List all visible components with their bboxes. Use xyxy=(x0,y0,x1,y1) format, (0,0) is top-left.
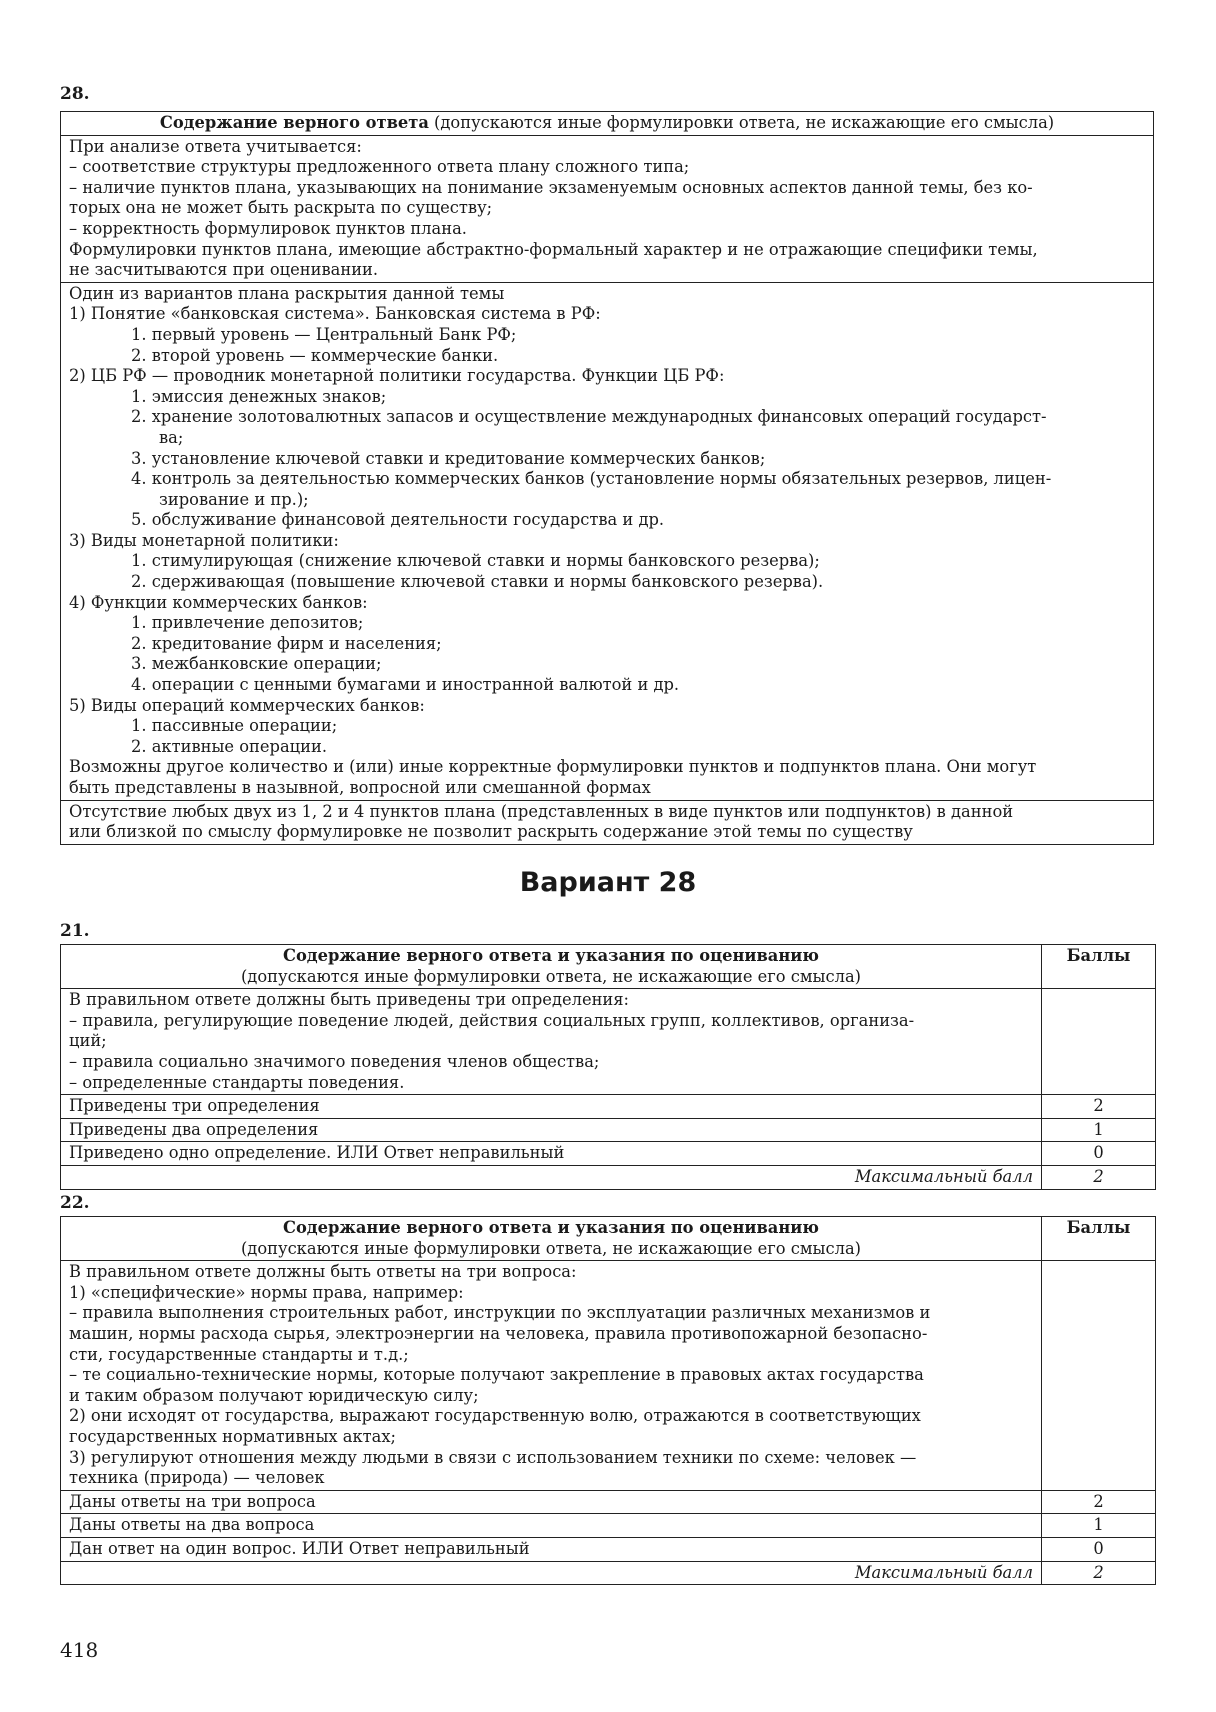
q28-plan-line: 1. эмиссия денежных знаков; xyxy=(131,386,387,406)
q21-score-header: Баллы xyxy=(1042,945,1156,989)
q28-plan-intro: Один из вариантов плана раскрытия данной темы xyxy=(69,283,505,303)
q22-row-label: Даны ответы на три вопроса xyxy=(61,1490,1042,1514)
q28-plan-line: 3. межбанковские операции; xyxy=(131,654,382,674)
q28-plan-line: 2. второй уровень — коммерческие банки. xyxy=(131,345,499,365)
q28-criteria-line: – корректность формулировок пунктов плана. xyxy=(69,218,467,238)
q21-content-line: – правила социально значимого поведения членов общества; xyxy=(69,1051,600,1071)
q28-footer-line: Отсутствие любых двух из 1, 2 и 4 пунктов плана (представленных в виде пунктов или подпунктов) в данной xyxy=(69,801,1014,821)
q22-row-label: Даны ответы на два вопроса xyxy=(61,1514,1042,1538)
q21-row-label: Приведены два определения xyxy=(61,1118,1042,1142)
question-21-number: 21. xyxy=(60,921,90,941)
q28-plan-line: 3. установление ключевой ставки и кредитование коммерческих банков; xyxy=(131,448,766,468)
q21-content-line: ций; xyxy=(69,1031,107,1051)
q21-row-score: 0 xyxy=(1042,1142,1156,1166)
q22-content-line: В правильном ответе должны быть ответы на три вопроса: xyxy=(69,1262,577,1282)
q22-content-line: сти, государственные стандарты и т.д.; xyxy=(69,1344,409,1364)
q22-content-cell xyxy=(61,1261,1042,1491)
q21-header: Содержание верного ответа и указания по оцениванию (допускаются иные формулировки ответа, не искажающие его смысла) xyxy=(61,945,1042,989)
q22-header: Содержание верного ответа и указания по оцениванию (допускаются иные формулировки ответа, не искажающие его смысла) xyxy=(61,1217,1042,1261)
q22-content-line: 1) «специфические» нормы права, например: xyxy=(69,1282,464,1302)
q22-content-line: 2) они исходят от государства, выражают государственную волю, отражаются в соответствующих xyxy=(69,1406,921,1426)
q28-plan-line: 4. операции с ценными бумагами и иностранной валютой и др. xyxy=(131,675,680,695)
q28-plan-line: 1. пассивные операции; xyxy=(131,716,338,736)
q22-max-label: Максимальный балл xyxy=(61,1561,1042,1585)
variant-title: Вариант 28 xyxy=(519,867,697,898)
q28-plan-line: 2. кредитование фирм и населения; xyxy=(131,633,442,653)
q21-content-line: В правильном ответе должны быть приведены три определения: xyxy=(69,990,630,1010)
q28-plan-cell xyxy=(61,282,1154,800)
question-28-number: 28. xyxy=(60,84,90,104)
q21-content-line: – определенные стандарты поведения. xyxy=(69,1072,405,1092)
q22-score-header: Баллы xyxy=(1042,1217,1156,1261)
q28-criteria-line: При анализе ответа учитывается: xyxy=(69,136,362,156)
q28-criteria-line: – наличие пунктов плана, указывающих на понимание экзаменуемым основных аспектов данной темы, без ко- xyxy=(69,177,1033,197)
q28-plan-line: зирование и пр.); xyxy=(159,489,309,509)
q28-criteria-line: – соответствие структуры предложенного ответа плану сложного типа; xyxy=(69,157,690,177)
q28-plan-line: 5) Виды операций коммерческих банков: xyxy=(69,695,425,715)
q28-plan-line: Возможны другое количество и (или) иные корректные формулировки пунктов и подпунктов плана. Они могут xyxy=(69,757,1037,777)
question-22-table xyxy=(60,1216,1156,1585)
question-28-table xyxy=(60,111,1154,845)
q21-content-line: – правила, регулирующие поведение людей, действия социальных групп, коллективов, организа- xyxy=(69,1010,915,1030)
q28-criteria-line: Формулировки пунктов плана, имеющие абстрактно-формальный характер и не отражающие специфики темы, xyxy=(69,239,1038,259)
q28-plan-line: 1. привлечение депозитов; xyxy=(131,613,364,633)
question-22-number: 22. xyxy=(60,1193,90,1213)
q22-row-score: 2 xyxy=(1042,1490,1156,1514)
q28-plan-line: 4) Функции коммерческих банков: xyxy=(69,592,368,612)
q22-content-line: машин, нормы расхода сырья, электроэнергии на человека, правила противопожарной безопасно- xyxy=(69,1323,928,1343)
q28-criteria-line: не засчитываются при оценивании. xyxy=(69,260,379,280)
q22-max-score: 2 xyxy=(1042,1561,1156,1585)
q28-footer-cell xyxy=(61,800,1154,844)
q28-plan-line: быть представлены в назывной, вопросной или смешанной формах xyxy=(69,778,651,797)
q28-plan-line: 5. обслуживание финансовой деятельности государства и др. xyxy=(131,510,665,530)
q22-row-label: Дан ответ на один вопрос. ИЛИ Ответ неправильный xyxy=(61,1537,1042,1561)
q22-row-score: 1 xyxy=(1042,1514,1156,1538)
q22-content-line: – те социально-технические нормы, которые получают закрепление в правовых актах государства xyxy=(69,1365,924,1385)
q22-content-line: 3) регулируют отношения между людьми в связи с использованием техники по схеме: человек — xyxy=(69,1447,917,1467)
q28-plan-line: 3) Виды монетарной политики: xyxy=(69,530,339,550)
q28-plan-line: ва; xyxy=(159,427,184,447)
question-21-table xyxy=(60,944,1156,1190)
q28-plan-line: 1) Понятие «банковская система». Банковская система в РФ: xyxy=(69,304,601,324)
q28-plan-line: 2. хранение золотовалютных запасов и осуществление международных финансовых операций государст- xyxy=(131,407,1047,427)
q28-criteria-cell xyxy=(61,135,1154,282)
q21-row-score: 1 xyxy=(1042,1118,1156,1142)
q21-score-row xyxy=(61,1118,1156,1142)
q21-max-score: 2 xyxy=(1042,1165,1156,1189)
q22-score-row xyxy=(61,1537,1156,1561)
q22-content-line: и таким образом получают юридическую силу; xyxy=(69,1385,479,1405)
q22-row-score: 0 xyxy=(1042,1537,1156,1561)
q21-row-label: Приведено одно определение. ИЛИ Ответ неправильный xyxy=(61,1142,1042,1166)
q22-content-line: государственных нормативных актах; xyxy=(69,1426,397,1446)
q21-row-score: 2 xyxy=(1042,1095,1156,1119)
q21-score-row xyxy=(61,1142,1156,1166)
q28-plan-line: 2. активные операции. xyxy=(131,736,328,756)
q22-score-row xyxy=(61,1514,1156,1538)
q21-max-label: Максимальный балл xyxy=(61,1165,1042,1189)
q21-row-label: Приведены три определения xyxy=(61,1095,1042,1119)
q28-criteria-line: торых она не может быть раскрыта по существу; xyxy=(69,198,493,218)
q28-plan-line: 1. первый уровень — Центральный Банк РФ; xyxy=(131,324,517,344)
q28-header: Содержание верного ответа (допускаются иные формулировки ответа, не искажающие его смысла) xyxy=(61,112,1154,136)
q21-content-cell xyxy=(61,989,1042,1095)
q22-content-line: – правила выполнения строительных работ, инструкции по эксплуатации различных механизмов и xyxy=(69,1303,931,1323)
q28-plan-line: 4. контроль за деятельностью коммерческих банков (установление нормы обязательных резервов, лицен- xyxy=(131,469,1052,489)
q28-plan-line: 2. сдерживающая (повышение ключевой ставки и нормы банковского резерва). xyxy=(131,572,824,592)
q22-score-row xyxy=(61,1490,1156,1514)
q28-plan-line: 2) ЦБ РФ — проводник монетарной политики государства. Функции ЦБ РФ: xyxy=(69,366,725,386)
q28-plan-line: 1. стимулирующая (снижение ключевой ставки и нормы банковского резерва); xyxy=(131,551,820,571)
q22-content-line: техника (природа) — человек xyxy=(69,1468,325,1488)
q28-footer-line: или близкой по смыслу формулировке не позволит раскрыть содержание этой темы по существу xyxy=(69,822,913,842)
page-number: 418 xyxy=(60,1638,99,1662)
q21-score-row xyxy=(61,1095,1156,1119)
